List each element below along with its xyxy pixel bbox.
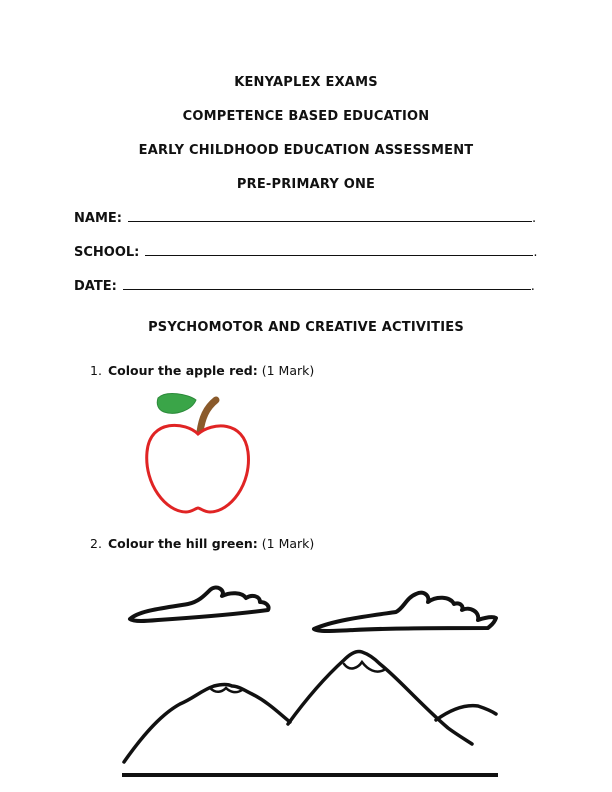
question-1-instruction: Colour the apple red: (107, 363, 258, 378)
apple-leaf-icon (157, 394, 196, 414)
date-label: DATE: (74, 279, 117, 294)
name-blank-line[interactable] (128, 209, 532, 222)
header-level: PRE-PRIMARY ONE (236, 177, 376, 192)
mountain-left-icon (124, 685, 290, 763)
question-1 (90, 363, 314, 378)
header-assessment: EARLY CHILDHOOD EDUCATION ASSESSMENT (138, 143, 474, 158)
name-field[interactable] (74, 209, 536, 226)
header-title: KENYAPLEX EXAMS (234, 75, 378, 90)
hill-drawing[interactable] (118, 582, 504, 782)
apple-drawing[interactable] (130, 388, 260, 520)
apple-outline-icon (147, 425, 249, 512)
header-subtitle: COMPETENCE BASED EDUCATION (182, 109, 430, 124)
question-2-marks: (1 Mark) (261, 536, 315, 551)
date-blank-line[interactable] (123, 277, 531, 290)
school-field[interactable] (74, 243, 538, 260)
section-title: PSYCHOMOTOR AND CREATIVE ACTIVITIES (148, 320, 464, 335)
school-label: SCHOOL: (74, 245, 140, 260)
cloud-left-icon (130, 588, 269, 621)
date-end-dot: . (530, 279, 535, 294)
date-field[interactable] (74, 277, 535, 294)
mountain-right-icon (288, 651, 472, 744)
cloud-right-icon (314, 593, 496, 631)
mountain-far-right-icon (436, 706, 496, 720)
question-2-instruction: Colour the hill green: (107, 536, 258, 551)
question-1-number: 1. (90, 363, 102, 378)
question-2-number: 2. (90, 536, 102, 551)
school-end-dot: . (533, 245, 538, 260)
name-end-dot: . (531, 211, 537, 226)
question-1-marks: (1 Mark) (261, 363, 315, 378)
name-label: NAME: (74, 211, 122, 226)
question-2 (90, 536, 314, 551)
school-blank-line[interactable] (145, 243, 533, 256)
